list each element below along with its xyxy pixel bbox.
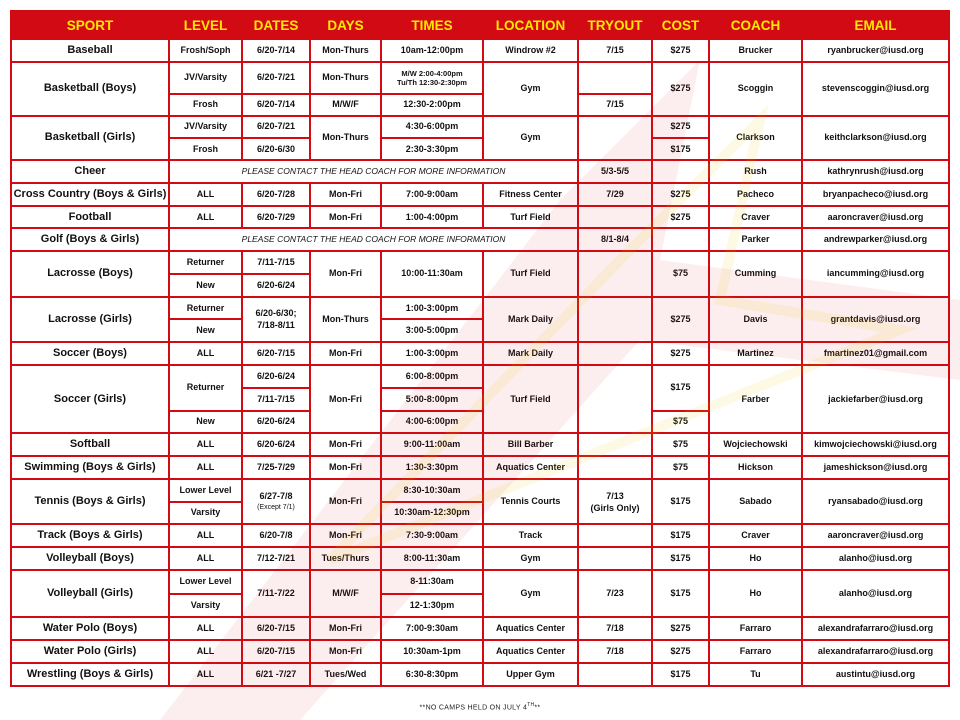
cost-cell: $275: [653, 298, 708, 342]
days-cell: Mon-Fri: [311, 184, 380, 205]
header-days: DAYS: [311, 12, 380, 38]
tryout-line: (Girls Only): [590, 502, 640, 513]
dates-cell: 6/20-7/21: [243, 63, 309, 93]
sport-name: Cross Country (Boys & Girls): [12, 184, 168, 205]
tryout-cell: 8/1-8/4: [579, 229, 651, 250]
location-cell: Aquatics Center: [484, 641, 577, 662]
dates-cell: 6/20-6/24: [243, 434, 309, 455]
table-row: [12, 63, 948, 93]
cost-cell: $175: [653, 525, 708, 546]
header-level: LEVEL: [170, 12, 241, 38]
tryout-cell: 7/15: [579, 40, 651, 61]
times-line: Tu/Th 12:30-2:30pm: [397, 77, 467, 87]
header-tryout: TRYOUT: [579, 12, 651, 38]
days-cell: M/W/F: [311, 571, 380, 617]
sport-name: Cheer: [12, 161, 168, 182]
location-cell: Aquatics Center: [484, 457, 577, 478]
cost-cell: $75: [653, 457, 708, 478]
location-cell: Gym: [484, 117, 577, 160]
level-cell: ALL: [170, 664, 241, 685]
times-cell: 10:30am-1pm: [382, 641, 482, 662]
header-sport: SPORT: [12, 12, 168, 38]
sport-name: Lacrosse (Girls): [12, 298, 168, 342]
cost-cell: $175: [653, 548, 708, 569]
coach-cell: Cumming: [710, 252, 801, 296]
level-cell: New: [170, 320, 241, 341]
table-row: [12, 457, 948, 478]
days-cell: Mon-Fri: [311, 252, 380, 296]
header-coach: COACH: [710, 12, 801, 38]
location-cell: Upper Gym: [484, 664, 577, 685]
level-cell: ALL: [170, 434, 241, 455]
sport-name: Swimming (Boys & Girls): [12, 457, 168, 478]
sport-name: Water Polo (Boys): [12, 618, 168, 639]
days-cell: Mon-Thurs: [311, 298, 380, 342]
times-cell: 4:00-6:00pm: [382, 412, 482, 433]
level-cell: Returner: [170, 298, 241, 319]
email-cell: alanho@iusd.org: [803, 548, 948, 569]
times-cell: 3:00-5:00pm: [382, 320, 482, 341]
level-cell: Frosh: [170, 95, 241, 115]
dates-line: 7/18-8/11: [257, 320, 295, 331]
cost-cell: $275: [653, 641, 708, 662]
location-cell: Turf Field: [484, 366, 577, 432]
days-cell: Mon-Fri: [311, 641, 380, 662]
location-cell: Aquatics Center: [484, 618, 577, 639]
email-cell: fmartinez01@gmail.com: [803, 343, 948, 364]
coach-cell: Craver: [710, 525, 801, 546]
sport-name: Baseball: [12, 40, 168, 61]
times-cell: 10am-12:00pm: [382, 40, 482, 61]
dates-note: (Except 7/1): [257, 503, 295, 511]
dates-cell: 6/20-7/28: [243, 184, 309, 205]
email-cell: stevenscoggin@iusd.org: [803, 63, 948, 115]
dates-cell: 7/11-7/15: [243, 389, 309, 410]
coach-cell: Pacheco: [710, 184, 801, 205]
sport-name: Lacrosse (Boys): [12, 252, 168, 296]
level-cell: ALL: [170, 184, 241, 205]
email-cell: aaroncraver@iusd.org: [803, 525, 948, 546]
coach-cell: Ho: [710, 571, 801, 617]
level-cell: New: [170, 275, 241, 296]
times-cell: 6:00-8:00pm: [382, 366, 482, 387]
header-location: LOCATION: [484, 12, 577, 38]
level-cell: ALL: [170, 207, 241, 228]
times-cell: 12-1:30pm: [382, 595, 482, 617]
location-cell: Mark Daily: [484, 343, 577, 364]
table-row: [12, 252, 948, 273]
days-cell: Mon-Fri: [311, 525, 380, 546]
coach-cell: Brucker: [710, 40, 801, 61]
tryout-cell: [579, 343, 651, 364]
table-row: [12, 298, 948, 319]
times-cell: 8:00-11:30am: [382, 548, 482, 569]
times-cell: 1:30-3:30pm: [382, 457, 482, 478]
level-cell: Frosh/Soph: [170, 40, 241, 61]
times-cell: 8:30-10:30am: [382, 480, 482, 501]
coach-cell: Parker: [710, 229, 801, 250]
times-cell: 7:00-9:00am: [382, 184, 482, 205]
email-cell: jameshickson@iusd.org: [803, 457, 948, 478]
table-row: [12, 641, 948, 662]
level-cell: JV/Varsity: [170, 117, 241, 138]
cost-cell: $275: [653, 117, 708, 138]
table-row: [12, 618, 948, 639]
footnote-end: **: [534, 704, 541, 712]
tryout-cell: [579, 63, 651, 93]
sport-name: Football: [12, 207, 168, 228]
tryout-cell: 7/18: [579, 641, 651, 662]
cost-cell: $175: [653, 480, 708, 524]
cost-cell: $75: [653, 252, 708, 296]
table-row: [12, 571, 948, 593]
dates-cell: 6/20-7/21: [243, 117, 309, 138]
days-cell: Tues/Wed: [311, 664, 380, 685]
level-cell: Lower Level: [170, 480, 241, 501]
coach-cell: Clarkson: [710, 117, 801, 160]
days-cell: M/W/F: [311, 95, 380, 115]
tryout-cell: [579, 664, 651, 685]
dates-cell: 7/12-7/21: [243, 548, 309, 569]
days-cell: Mon-Fri: [311, 457, 380, 478]
location-cell: Windrow #2: [484, 40, 577, 61]
tryout-cell: 7/29: [579, 184, 651, 205]
coach-cell: Scoggin: [710, 63, 801, 115]
coach-cell: Hickson: [710, 457, 801, 478]
cost-cell: [653, 229, 708, 250]
sport-name: Track (Boys & Girls): [12, 525, 168, 546]
sports-schedule-table: [10, 10, 950, 687]
schedule-sheet: [10, 10, 950, 687]
location-cell: Turf Field: [484, 252, 577, 296]
table-row: [12, 525, 948, 546]
location-cell: Track: [484, 525, 577, 546]
days-cell: Mon-Fri: [311, 480, 380, 524]
days-cell: Mon-Thurs: [311, 40, 380, 61]
dates-line: 6/20-6/30;: [255, 308, 297, 319]
sport-name: Basketball (Boys): [12, 63, 168, 115]
cost-cell: $175: [653, 571, 708, 617]
sport-name: Softball: [12, 434, 168, 455]
location-cell: Gym: [484, 548, 577, 569]
days-cell: Tues/Thurs: [311, 548, 380, 569]
header-email: EMAIL: [803, 12, 948, 38]
times-cell: 7:00-9:30am: [382, 618, 482, 639]
email-cell: ryanbrucker@iusd.org: [803, 40, 948, 61]
cost-cell: $75: [653, 412, 708, 433]
email-cell: alexandrafarraro@iusd.org: [803, 641, 948, 662]
days-cell: Mon-Fri: [311, 207, 380, 228]
table-row: [12, 207, 948, 228]
dates-line: 6/27-7/8: [259, 490, 293, 501]
days-cell: Mon-Fri: [311, 434, 380, 455]
header-cost: COST: [653, 12, 708, 38]
location-cell: Gym: [484, 571, 577, 617]
tryout-cell: 7/23: [579, 571, 651, 617]
email-cell: ryansabado@iusd.org: [803, 480, 948, 524]
dates-cell: 6/20-7/15: [243, 641, 309, 662]
times-line: M/W 2:00-4:00pm: [401, 68, 463, 78]
times-cell: 1:00-3:00pm: [382, 343, 482, 364]
dates-cell: 6/20-6/30: [243, 139, 309, 159]
dates-cell: 6/21 -7/27: [243, 664, 309, 685]
table-row: [12, 434, 948, 455]
cost-cell: $275: [653, 184, 708, 205]
header-dates: DATES: [243, 12, 309, 38]
times-cell: 8-11:30am: [382, 571, 482, 593]
tryout-cell: [579, 252, 651, 296]
table-row: [12, 366, 948, 387]
location-cell: Mark Daily: [484, 298, 577, 342]
level-cell: Varsity: [170, 503, 241, 524]
tryout-cell: [579, 434, 651, 455]
cost-cell: $275: [653, 618, 708, 639]
coach-cell: Rush: [710, 161, 801, 182]
dates-cell: 6/20-7/15: [243, 343, 309, 364]
days-cell: Mon-Thurs: [311, 117, 380, 160]
sport-name: Volleyball (Boys): [12, 548, 168, 569]
tryout-cell: [579, 457, 651, 478]
location-cell: Gym: [484, 63, 577, 115]
cost-cell: $175: [653, 139, 708, 159]
cost-cell: $275: [653, 207, 708, 228]
footnote: [0, 702, 960, 711]
header-row: [12, 12, 948, 38]
coach-cell: Ho: [710, 548, 801, 569]
dates-cell: 6/20-7/14: [243, 95, 309, 115]
dates-cell: [243, 298, 309, 342]
level-cell: Returner: [170, 366, 241, 410]
sport-name: Golf (Boys & Girls): [12, 229, 168, 250]
tryout-cell: 7/15: [579, 95, 651, 115]
location-cell: Bill Barber: [484, 434, 577, 455]
cost-cell: $275: [653, 343, 708, 364]
times-cell: 7:30-9:00am: [382, 525, 482, 546]
tryout-cell: [579, 366, 651, 432]
dates-cell: 7/11-7/15: [243, 252, 309, 273]
tryout-cell: [579, 298, 651, 342]
location-cell: Turf Field: [484, 207, 577, 228]
table-row: [12, 664, 948, 685]
contact-note: PLEASE CONTACT THE HEAD COACH FOR MORE INFORMATION: [170, 161, 577, 182]
coach-cell: Farber: [710, 366, 801, 432]
dates-cell: 6/20-6/24: [243, 275, 309, 296]
sport-name: Volleyball (Girls): [12, 571, 168, 617]
table-row: [12, 117, 948, 138]
days-cell: Mon-Fri: [311, 366, 380, 432]
times-cell: 10:00-11:30am: [382, 252, 482, 296]
email-cell: aaroncraver@iusd.org: [803, 207, 948, 228]
table-row: [12, 229, 948, 250]
cost-cell: $75: [653, 434, 708, 455]
dates-cell: 6/20-6/24: [243, 412, 309, 433]
cost-cell: $175: [653, 664, 708, 685]
sport-name: Tennis (Boys & Girls): [12, 480, 168, 524]
footnote-sup: TH: [527, 702, 535, 708]
times-cell: 4:30-6:00pm: [382, 117, 482, 138]
dates-cell: 6/20-7/8: [243, 525, 309, 546]
location-cell: Fitness Center: [484, 184, 577, 205]
table-row: [12, 548, 948, 569]
tryout-cell: [579, 480, 651, 524]
days-cell: Mon-Thurs: [311, 63, 380, 93]
table-row: [12, 343, 948, 364]
email-cell: jackiefarber@iusd.org: [803, 366, 948, 432]
sport-name: Soccer (Boys): [12, 343, 168, 364]
times-cell: 9:00-11:00am: [382, 434, 482, 455]
dates-cell: 6/20-7/15: [243, 618, 309, 639]
table-row: [12, 161, 948, 182]
level-cell: ALL: [170, 457, 241, 478]
tryout-cell: 5/3-5/5: [579, 161, 651, 182]
coach-cell: Wojciechowski: [710, 434, 801, 455]
level-cell: ALL: [170, 618, 241, 639]
coach-cell: Farraro: [710, 618, 801, 639]
tryout-cell: [579, 548, 651, 569]
times-cell: 1:00-3:00pm: [382, 298, 482, 319]
dates-cell: 7/25-7/29: [243, 457, 309, 478]
table-row: [12, 40, 948, 61]
cost-cell: $275: [653, 63, 708, 115]
days-cell: Mon-Fri: [311, 618, 380, 639]
sport-name: Water Polo (Girls): [12, 641, 168, 662]
level-cell: ALL: [170, 525, 241, 546]
times-cell: 1:00-4:00pm: [382, 207, 482, 228]
coach-cell: Sabado: [710, 480, 801, 524]
level-cell: New: [170, 412, 241, 433]
table-row: [12, 480, 948, 501]
level-cell: ALL: [170, 548, 241, 569]
tryout-line: 7/13: [606, 490, 624, 501]
coach-cell: Craver: [710, 207, 801, 228]
times-cell: 2:30-3:30pm: [382, 139, 482, 159]
email-cell: alanho@iusd.org: [803, 571, 948, 617]
email-cell: andrewparker@iusd.org: [803, 229, 948, 250]
level-cell: Returner: [170, 252, 241, 273]
location-cell: Tennis Courts: [484, 480, 577, 524]
sport-name: Basketball (Girls): [12, 117, 168, 160]
dates-cell: 6/20-7/14: [243, 40, 309, 61]
level-cell: Lower Level: [170, 571, 241, 593]
table-row: [12, 184, 948, 205]
times-cell: 10:30am-12:30pm: [382, 503, 482, 524]
tryout-cell: 7/18: [579, 618, 651, 639]
times-cell: 5:00-8:00pm: [382, 389, 482, 410]
email-cell: bryanpacheco@iusd.org: [803, 184, 948, 205]
days-cell: Mon-Fri: [311, 343, 380, 364]
tryout-cell: [579, 117, 651, 160]
contact-note: PLEASE CONTACT THE HEAD COACH FOR MORE INFORMATION: [170, 229, 577, 250]
times-cell: [382, 63, 482, 93]
level-cell: ALL: [170, 343, 241, 364]
email-cell: kimwojciechowski@iusd.org: [803, 434, 948, 455]
coach-cell: Tu: [710, 664, 801, 685]
tryout-cell: [579, 525, 651, 546]
cost-cell: [653, 161, 708, 182]
email-cell: iancumming@iusd.org: [803, 252, 948, 296]
coach-cell: Martinez: [710, 343, 801, 364]
times-cell: 6:30-8:30pm: [382, 664, 482, 685]
dates-cell: 6/20-6/24: [243, 366, 309, 387]
email-cell: alexandrafarraro@iusd.org: [803, 618, 948, 639]
dates-cell: 6/20-7/29: [243, 207, 309, 228]
email-cell: grantdavis@iusd.org: [803, 298, 948, 342]
email-cell: keithclarkson@iusd.org: [803, 117, 948, 160]
sport-name: Wrestling (Boys & Girls): [12, 664, 168, 685]
header-times: TIMES: [382, 12, 482, 38]
times-cell: 12:30-2:00pm: [382, 95, 482, 115]
cost-cell: $175: [653, 366, 708, 410]
dates-cell: 7/11-7/22: [243, 571, 309, 617]
tryout-cell: [579, 207, 651, 228]
level-cell: Varsity: [170, 595, 241, 617]
email-cell: austintu@iusd.org: [803, 664, 948, 685]
level-cell: ALL: [170, 641, 241, 662]
footnote-text: **NO CAMPS HELD ON JULY 4: [419, 704, 528, 712]
email-cell: kathrynrush@iusd.org: [803, 161, 948, 182]
coach-cell: Farraro: [710, 641, 801, 662]
coach-cell: Davis: [710, 298, 801, 342]
level-cell: Frosh: [170, 139, 241, 159]
sport-name: Soccer (Girls): [12, 366, 168, 432]
cost-cell: $275: [653, 40, 708, 61]
dates-cell: [243, 480, 309, 524]
level-cell: JV/Varsity: [170, 63, 241, 93]
